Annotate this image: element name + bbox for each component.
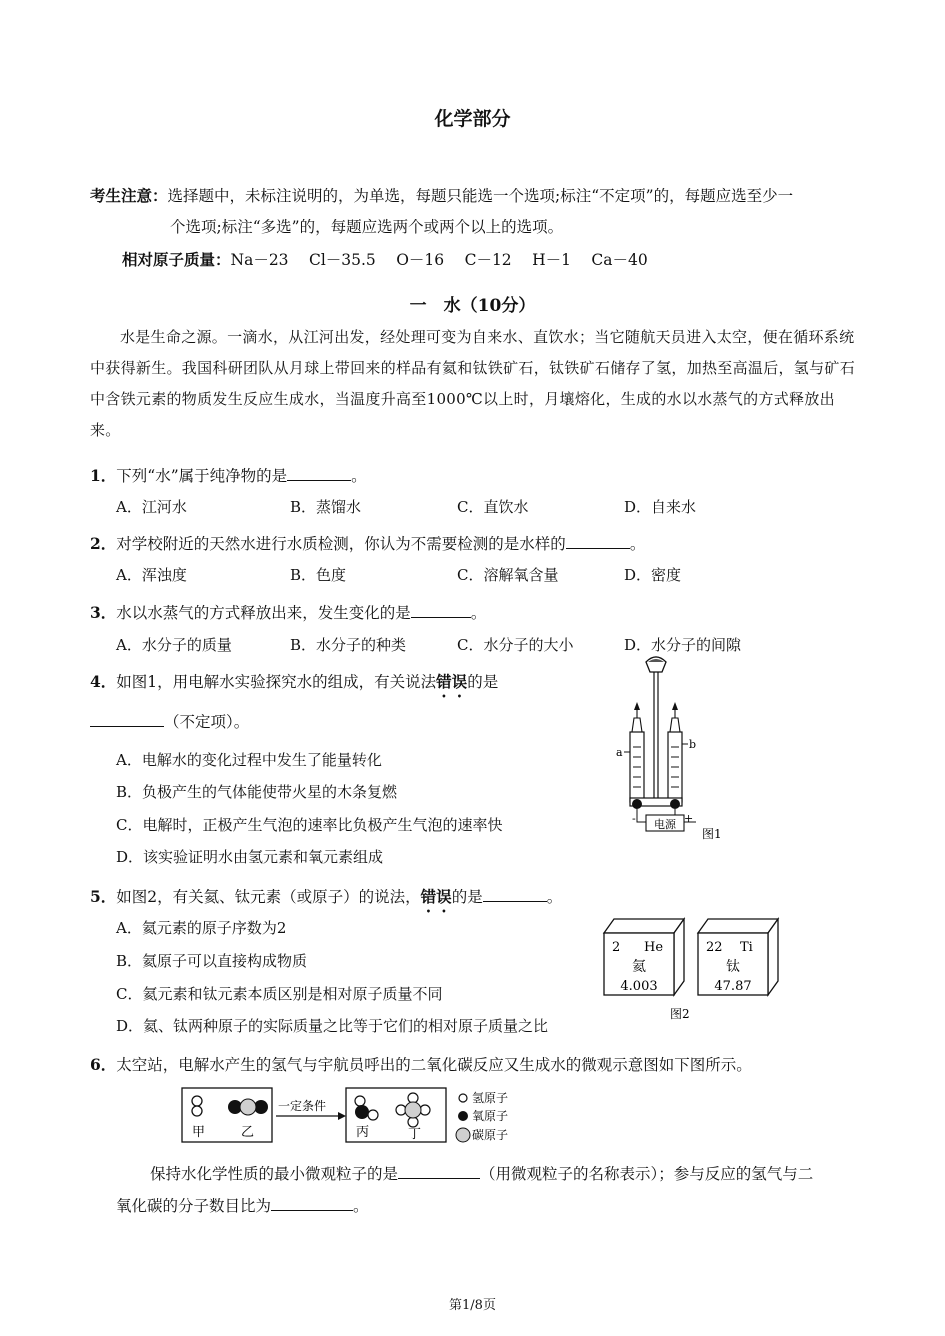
intro-paragraph: 水是生命之源。一滴水，从江河出发，经处理可变为自来水、直饮水；当它随航天员进入太空，便在循环系统中获得新生。我国科研团队从月球上带回来的样品有氦和钛铁矿石，钛铁矿石储存了氢，加热至高温后，氢与矿石中含铁元素的物质发生反应生成水，当温度升高至1000℃以上时，月壤熔化，生成的水以水蒸气的方式释放出来。: [90, 328, 856, 439]
q1-end: 。: [351, 467, 367, 485]
ti-mass: 47.87: [714, 979, 752, 994]
q2-option-b: B．色度: [290, 566, 347, 584]
q3-option-c: C．水分子的大小: [457, 636, 574, 654]
q5-end: 。: [546, 888, 563, 906]
q4-number: 4．: [90, 672, 117, 691]
titanium-card: [698, 919, 778, 995]
he-symbol: He: [644, 940, 664, 955]
q6-line1-b: （用微观粒子的名称表示）；参与反应的氢气与二: [480, 1165, 814, 1183]
notice-text-2: 个选项;标注“多选”的，每题应选两个或两个以上的选项。: [170, 218, 564, 236]
q1-option-a: A．江河水: [116, 498, 187, 516]
q5-emphasis: 错误: [420, 887, 452, 906]
q4-option-d: D．该实验证明水由氢元素和氧元素组成: [116, 848, 384, 866]
q5-answer-blank[interactable]: [483, 885, 547, 902]
q5-stem-a: 如图2，有关氦、钛元素（或原子）的说法，: [116, 888, 421, 906]
q3-option-a: A．水分子的质量: [116, 636, 232, 654]
q5-option-d: D．氦、钛两种原子的实际质量之比等于它们的相对原子质量之比: [116, 1017, 549, 1035]
q3-option-b: B．水分子的种类: [290, 636, 407, 654]
q2-stem: 对学校附近的天然水进行水质检测，你认为不需要检测的是水样的: [116, 535, 566, 553]
q2-option-d: D．密度: [624, 566, 682, 584]
q6-line2: [116, 1194, 369, 1217]
q6-line2-a: 氧化碳的分子数目比为: [116, 1197, 272, 1215]
label-ding: 丁: [408, 1127, 422, 1142]
label-b: b: [689, 738, 697, 751]
q1-option-d: D．自来水: [624, 498, 697, 516]
he-number: 2: [612, 940, 621, 955]
q1-option-c: C．直饮水: [457, 498, 529, 516]
legend-carbon: 碳原子: [472, 1128, 509, 1142]
q5-number: 5．: [90, 887, 117, 906]
page-title: 化学部分: [434, 108, 511, 130]
legend-hydrogen-icon: [459, 1094, 467, 1102]
q6-answer-blank-1[interactable]: [398, 1162, 480, 1179]
question-1: [90, 464, 367, 486]
q3-option-d: D．水分子的间隙: [624, 636, 742, 654]
q4-option-a: A．电解水的变化过程中发生了能量转化: [116, 751, 382, 769]
notice-label: 考生注意：: [90, 186, 168, 205]
element-cards-figure: [600, 915, 790, 1025]
question-2: [90, 532, 645, 554]
ti-symbol: Ti: [740, 940, 753, 955]
question-3: [90, 601, 486, 623]
hydrogen-atom-icon: [192, 1106, 202, 1116]
electrolysis-figure: [612, 652, 742, 842]
ti-number: 22: [706, 940, 723, 955]
q4-stem-a: 如图1，用电解水实验探究水的组成，有关说法: [116, 673, 437, 691]
q2-number: 2．: [90, 534, 117, 553]
ti-name: 钛: [726, 959, 740, 975]
q1-number: 1．: [90, 466, 117, 485]
label-bing: 丙: [356, 1125, 370, 1140]
page-number: 第1/8页: [449, 1298, 496, 1313]
q6-number: 6．: [90, 1055, 117, 1074]
legend-hydrogen: 氢原子: [472, 1091, 509, 1105]
q4-emphasis: 错误: [436, 672, 468, 691]
q1-option-b: B．蒸馏水: [290, 498, 362, 516]
q2-option-a: A．浑浊度: [116, 566, 187, 584]
condition-label: 一定条件: [278, 1099, 327, 1113]
q2-option-c: C．溶解氧含量: [457, 566, 559, 584]
label-a: a: [616, 746, 623, 759]
q3-stem: 水以水蒸气的方式释放出来，发生变化的是: [116, 604, 411, 622]
minus-label: -: [632, 812, 636, 825]
section-title: 一 水（10分）: [409, 296, 536, 316]
q5-option-a: A．氦元素的原子序数为2: [116, 919, 287, 937]
helium-card: [604, 919, 684, 995]
q1-stem: 下列“水”属于纯净物的是: [116, 467, 288, 485]
q3-end: 。: [470, 604, 487, 622]
q1-answer-blank[interactable]: [287, 464, 351, 481]
q5-stem-b: 的是: [451, 888, 483, 906]
q6-line1-a: 保持水化学性质的最小微观粒子的是: [150, 1165, 399, 1183]
q4-option-c: C．电解时，正极产生气泡的速率比负极产生气泡的速率快: [116, 816, 503, 834]
question-4: [90, 670, 498, 701]
question-6: [90, 1053, 752, 1075]
legend-oxygen: 氧原子: [472, 1109, 509, 1123]
he-mass: 4.003: [620, 979, 658, 994]
q5-option-b: B．氦原子可以直接构成物质: [116, 952, 308, 970]
q4-tail: （不定项）。: [164, 713, 250, 731]
arrow-icon: [338, 1112, 346, 1120]
q4-blank-line: [90, 710, 249, 732]
exam-notice-line1: [90, 185, 793, 207]
q4-option-b: B．负极产生的气体能使带火星的木条复燃: [116, 783, 398, 801]
q5-option-c: C．氦元素和钛元素本质区别是相对原子质量不同: [116, 985, 443, 1003]
figure2-caption: 图2: [670, 1007, 690, 1021]
q4-answer-blank[interactable]: [90, 710, 164, 727]
q6-answer-blank-2[interactable]: [271, 1194, 353, 1211]
plus-label: +: [684, 812, 694, 825]
q2-answer-blank[interactable]: [566, 532, 630, 549]
q6-stem: 太空站，电解水产生的氢气与宇航员呼出的二氧化碳反应又生成水的微观示意图如下图所示。: [116, 1056, 752, 1074]
atomic-mass-values: Na－23 Cl－35.5 O－16 C－12 H－1 Ca－40: [230, 251, 648, 269]
reaction-micro-diagram: [180, 1086, 520, 1146]
q4-stem-b: 的是: [467, 673, 499, 691]
label-yi: 乙: [241, 1125, 255, 1140]
carbon-atom-icon: [240, 1099, 256, 1115]
q3-answer-blank[interactable]: [411, 601, 471, 618]
atomic-mass-label: 相对原子质量：: [122, 250, 231, 269]
q6-line2-b: 。: [353, 1197, 369, 1215]
atomic-mass-line: [122, 249, 648, 271]
notice-text-1: 选择题中，未标注说明的，为单选，每题只能选一个选项;标注“不定项”的，每题应选至少一: [167, 187, 794, 205]
question-5: [90, 885, 562, 916]
figure1-caption: 图1: [702, 827, 722, 841]
legend-oxygen-icon: [458, 1111, 468, 1121]
he-name: 氦: [632, 959, 646, 975]
legend-carbon-icon: [456, 1128, 470, 1142]
q3-number: 3．: [90, 603, 117, 622]
hydrogen-atom-icon: [192, 1096, 202, 1106]
q6-line1: [150, 1162, 813, 1185]
q2-end: 。: [629, 535, 646, 553]
power-label: 电源: [654, 818, 676, 831]
label-jia: 甲: [192, 1125, 206, 1140]
